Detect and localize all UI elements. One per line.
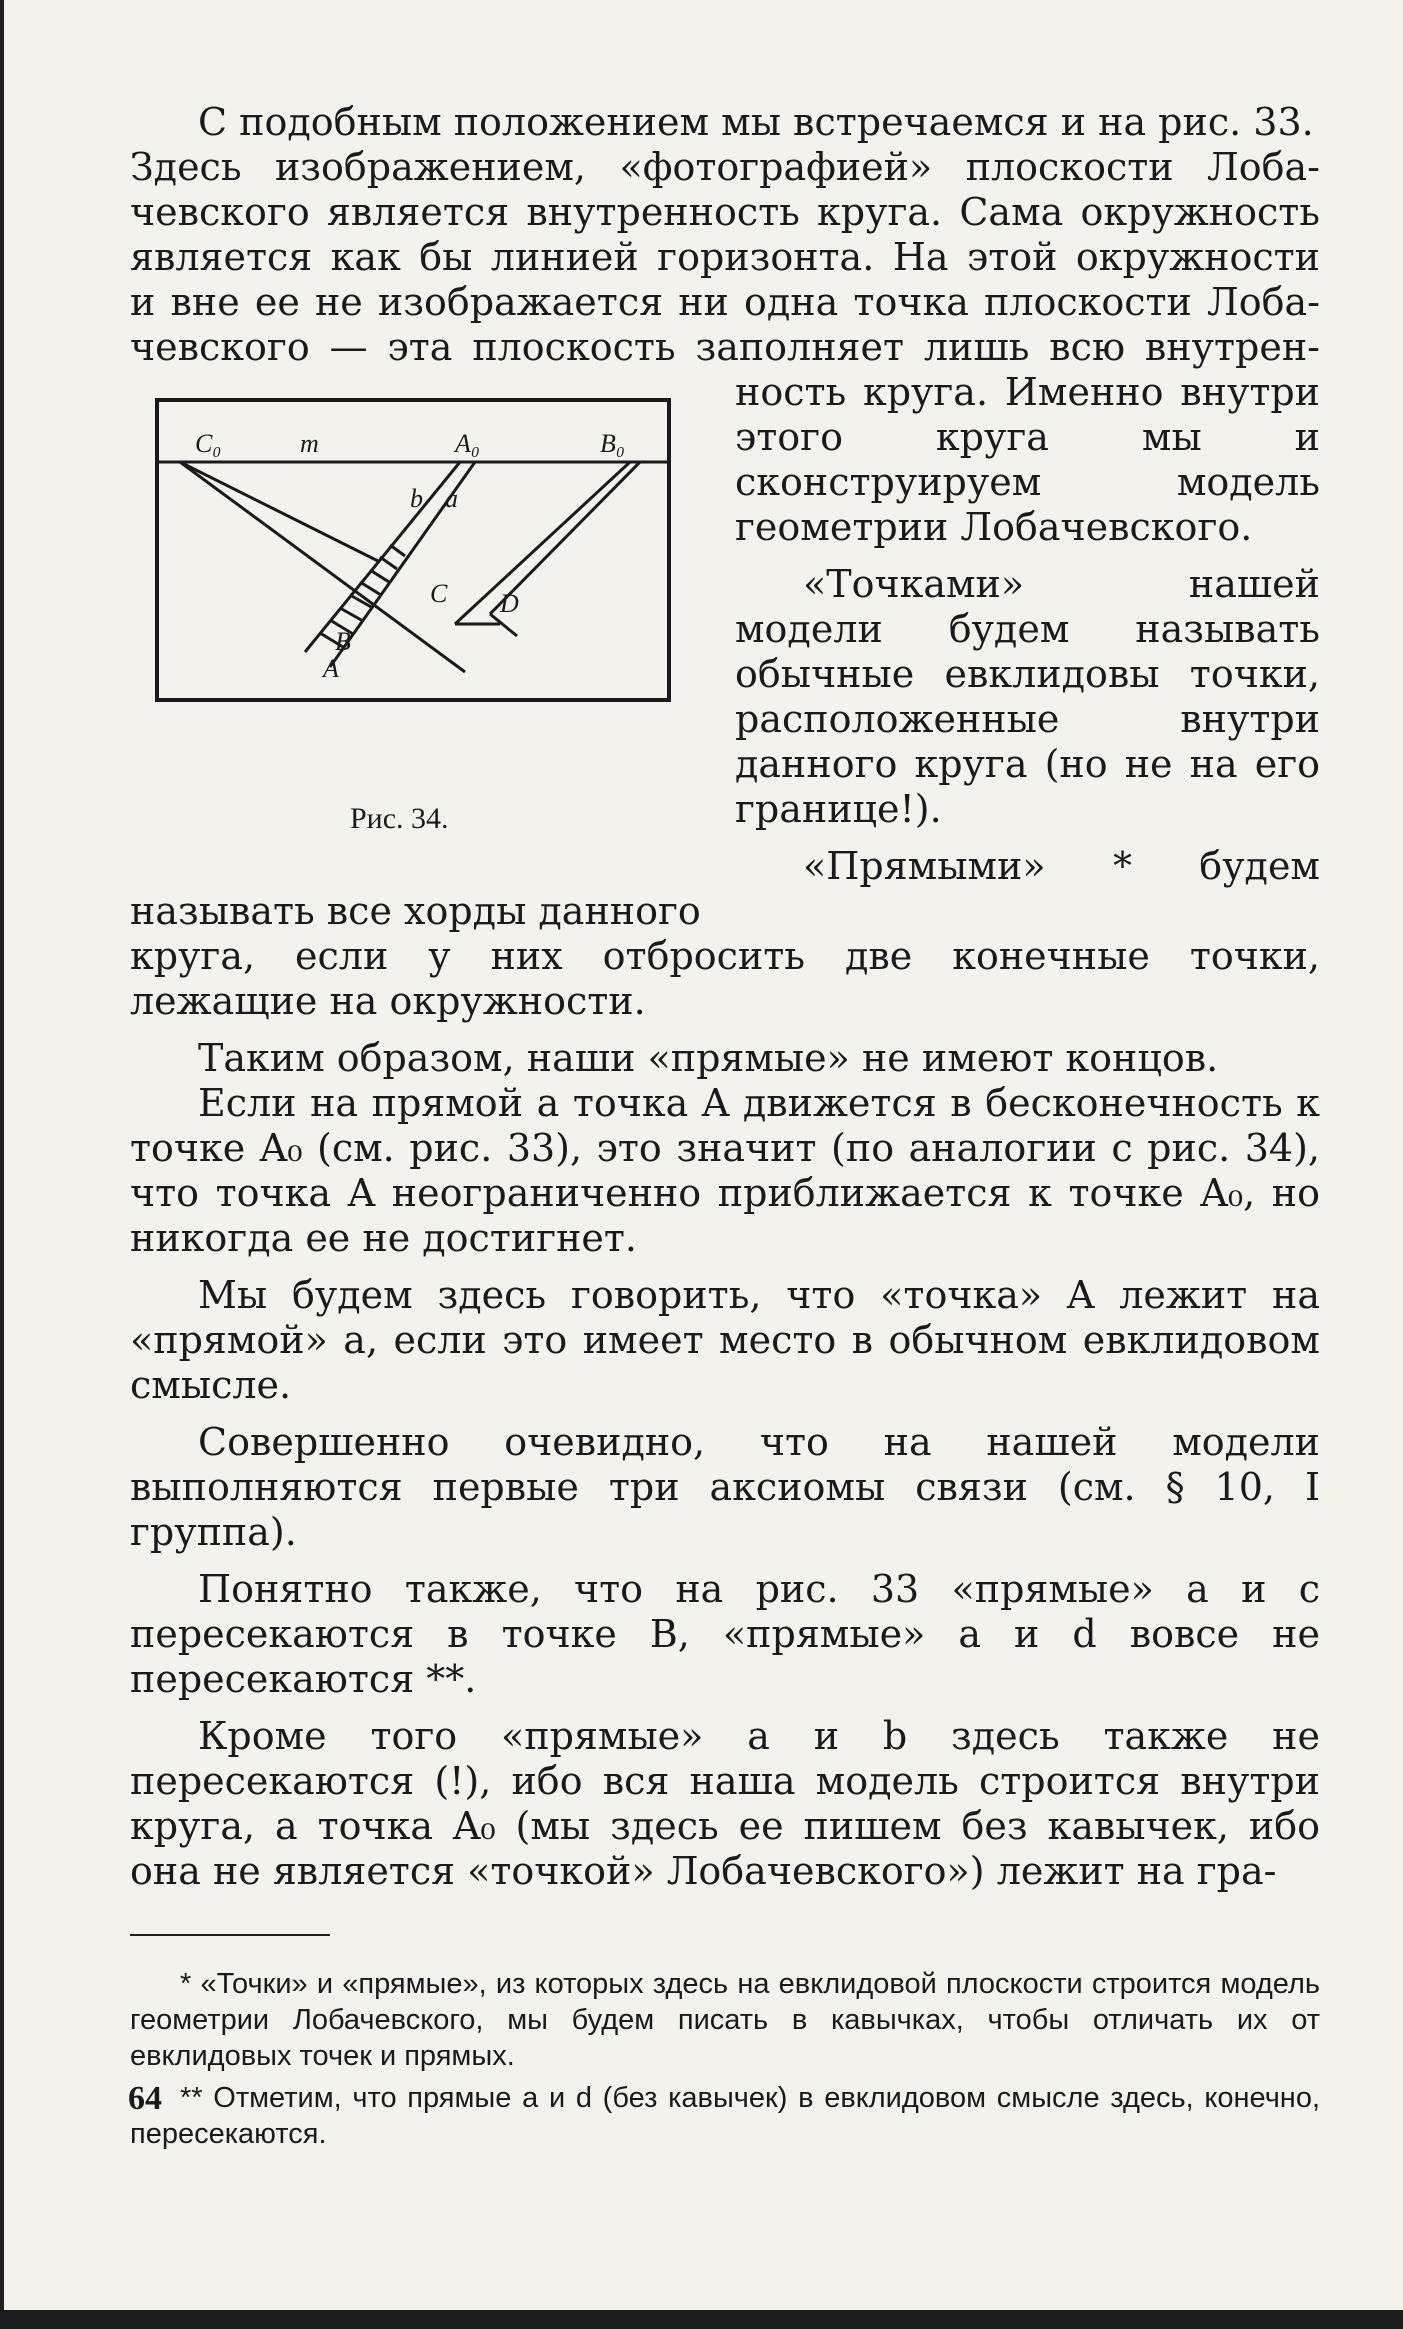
p1-line-5: и вне ее не изображается ни одна точка плоскости Лоба- — [130, 280, 1320, 324]
footnote-separator — [130, 1934, 330, 1936]
footnote-2: ** Отметим, что прямые a и d (без кавычек) в евклидовом смысле здесь, конечно, пересекаются. — [130, 2082, 1320, 2150]
figure-flow — [130, 370, 1320, 934]
label-b-point: B — [335, 627, 351, 656]
p1-line-3: чевского является внутренность круга. Сама окружность — [130, 190, 1320, 234]
p1-line-2: Здесь изображением, «фотографией» плоскости Лоба- — [130, 145, 1320, 189]
label-a: a — [445, 484, 458, 513]
label-d: D — [500, 589, 519, 618]
page-number: 64 — [128, 2080, 162, 2117]
paragraph-5: Если на прямой a точка A движется в бесконечность к точке A₀ (см. рис. 33), это значит (по аналогии с рис. 34), что точка A неограниченно приближается к точке A₀, но никогда ее не достигнет. — [130, 1081, 1320, 1260]
paragraph-4: Таким образом, наши «прямые» не имеют концов. — [198, 1036, 1219, 1080]
page-bottom-edge — [0, 2310, 1403, 2329]
p1-line-1: С подобным положением мы встречаемся и на рис. 33. — [198, 100, 1314, 144]
paragraph-1 — [130, 100, 1320, 370]
label-a0: A₀ — [455, 429, 480, 458]
p1-line-6: чевского — эта плоскость заполняет лишь всю внутрен- — [130, 325, 1320, 369]
p1-line-4: является как бы линией горизонта. На этой окружности — [130, 235, 1320, 279]
paragraph-7: Совершенно очевидно, что на нашей модели выполняются первые три аксиомы связи (см. § 10, I группа). — [130, 1420, 1320, 1554]
label-c0: C₀ — [195, 429, 222, 458]
paragraph-9: Кроме того «прямые» a и b здесь также не пересекаются (!), ибо вся наша модель строится внутри круга, а точка A₀ (мы здесь ее пишем без кавычек, ибо она не является «точкой» Лобачевского») лежит на гра- — [130, 1714, 1320, 1893]
label-a-point: A — [323, 654, 339, 683]
paragraph-2: «Точками» нашей модели будем называть обычные евклидовы точки, расположенные внутри данного круга (но не на его границе!). — [735, 562, 1320, 831]
figure-34-drawing — [155, 392, 675, 802]
footnote-1: * «Точки» и «прямые», из которых здесь на евклидовой плоскости строится модель геометрии Лобачевского, мы будем писать в кавычках, чтобы отличать их от евклидовых точек и прямых. — [130, 1968, 1320, 2072]
label-m: m — [300, 429, 319, 458]
paragraph-3-start: «Прямыми» * будем называть все хорды данного — [130, 844, 1320, 933]
page-left-edge — [0, 0, 4, 2329]
line-d-1 — [455, 462, 630, 624]
label-c: C — [430, 579, 448, 608]
figure-34 — [130, 382, 705, 852]
label-b: b — [410, 484, 423, 513]
page-body — [130, 100, 1320, 2152]
line-c0-1 — [180, 462, 380, 562]
paragraph-3-end: круга, если у них отбросить две конечные точки, лежащие на окружности. — [130, 934, 1320, 1023]
label-b0: B₀ — [600, 429, 625, 458]
paragraph-6: Мы будем здесь говорить, что «точка» A лежит на «прямой» a, если это имеет место в обычном евклидовом смысле. — [130, 1273, 1320, 1407]
paragraph-1-end: ность круга. Именно внутри этого круга мы и сконструируем модель геометрии Лобачевского. — [735, 370, 1320, 549]
paragraph-8: Понятно также, что на рис. 33 «прямые» a и c пересекаются в точке B, «прямые» a и d вовсе не пересекаются **. — [130, 1567, 1320, 1701]
figure-caption: Рис. 34. — [350, 802, 449, 835]
